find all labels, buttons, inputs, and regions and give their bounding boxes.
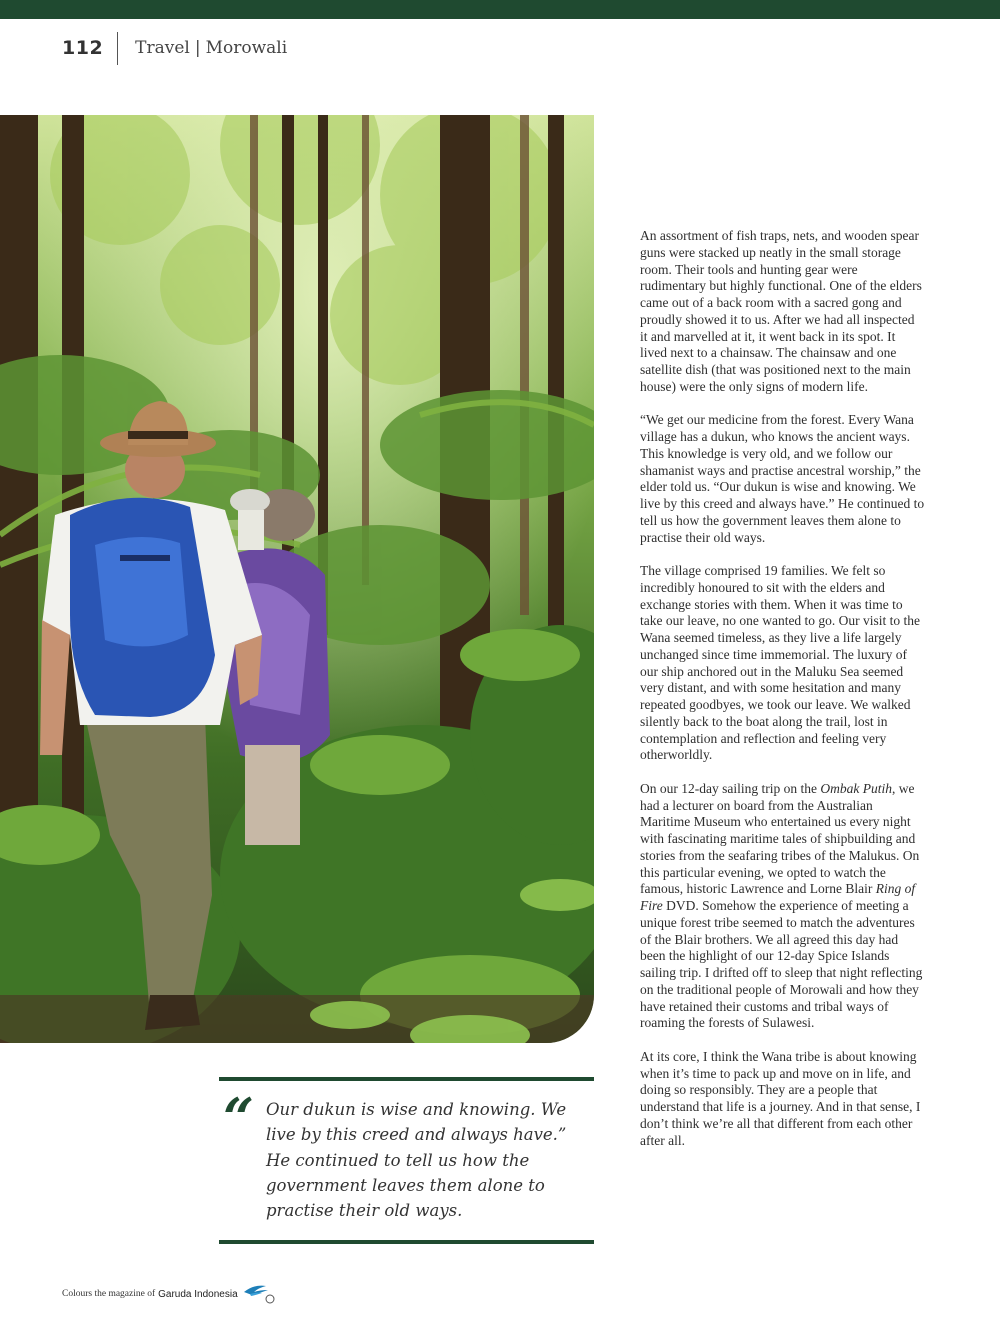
paragraph-5: At its core, I think the Wana tribe is about knowing when it’s time to pack up and move on in life, and doing so responsibly. They are a people that understand that life is a journey. And in that sense, I don’t think we’re all that different from each other after all. [640,1048,921,1148]
paragraph-3: The village comprised 19 families. We felt so incredibly honoured to sit with the elders and exchange stories with them. When it was time to take our leave, no one wanted to go. Our visit to the Wana seemed timeless, as they live a life largely unchanged since time immemorial. The luxury of our ship anchored out in the Maluku Sea seemed very distant, and with some hesitation and many repeated goodbyes, we took our leave. We walked silently back to the boat along the trail, lost in contemplation and reflection and feeling very otherworldly. [640,563,921,763]
article-body [640,228,925,1149]
page-footer [62,1283,276,1305]
pull-quote-top-rule [219,1077,594,1081]
section-separator: | [194,38,201,58]
footer-brand: Garuda Indonesia [158,1288,238,1300]
pull-quote-bottom-rule [219,1240,594,1244]
header-divider [117,32,118,65]
paragraph-4-part-a: On our 12-day sailing trip on the [640,780,821,796]
page-number: 112 [62,37,104,59]
section-title [135,38,287,58]
quote-mark-icon: “ [223,1086,255,1150]
paragraph-4-part-b: , we had a lecturer on board from the Australian Maritime Museum who entertained us every night with fascinating maritime tales of shipbuilding and stories from the seafaring tribes of the Malukus. On this particular evening, we opted to watch the famous, historic Lawrence and Lorne Blair [640,780,920,897]
pull-quote-text: Our dukun is wise and knowing. We live by this creed and always have.” He continued to tell us how the government leaves them alone to practise their old ways. [266,1100,567,1221]
forest-trekking-photo [0,115,594,1043]
film-title: Ring of Fire [640,881,916,913]
garuda-bird-icon [242,1284,276,1304]
top-color-bar [0,0,1000,19]
section-name: Travel [135,38,190,58]
paragraph-4-part-c: DVD. Somehow the experience of meeting a unique forest tribe seemed to match the adventures of the Blair brothers. We all agreed this day had been the highlight of our 12-day Spice Islands sailing trip. I drifted off to sleep that night reflecting on the traditional people of Morowali and how they have retained their customs and tribal ways of roaming the forests of Sulawesi. [640,898,923,1031]
pull-quote [219,1077,594,1245]
paragraph-1: An assortment of fish traps, nets, and wooden spear guns were stacked up neatly in the small storage room. Their tools and hunting gear were rudimentary but highly functional. One of the elders came out of a back room with a sacred gong and proudly showed it to us. After we had all inspected it and marvelled at it, it went back in its spot. It lived next to a chainsaw. The chainsaw and one satellite dish (that was positioned next to the main house) were the only signs of modern life. [640,228,922,394]
ship-name: Ombak Putih [820,780,892,796]
footer-tagline: Colours the magazine of [62,1289,156,1299]
paragraph-4 [640,781,925,1032]
location-name: Morowali [205,38,288,58]
running-header [62,31,287,65]
paragraph-2: “We get our medicine from the forest. Every Wana village has a dukun, who knows the ancient ways. This knowledge is very old, and we follow our shamanist ways and practise ancestral worship,” the elder told us. “Our dukun is wise and knowing. We live by this creed and always have.” He continued to tell us how the government leaves them alone to practise their old ways. [640,412,925,545]
